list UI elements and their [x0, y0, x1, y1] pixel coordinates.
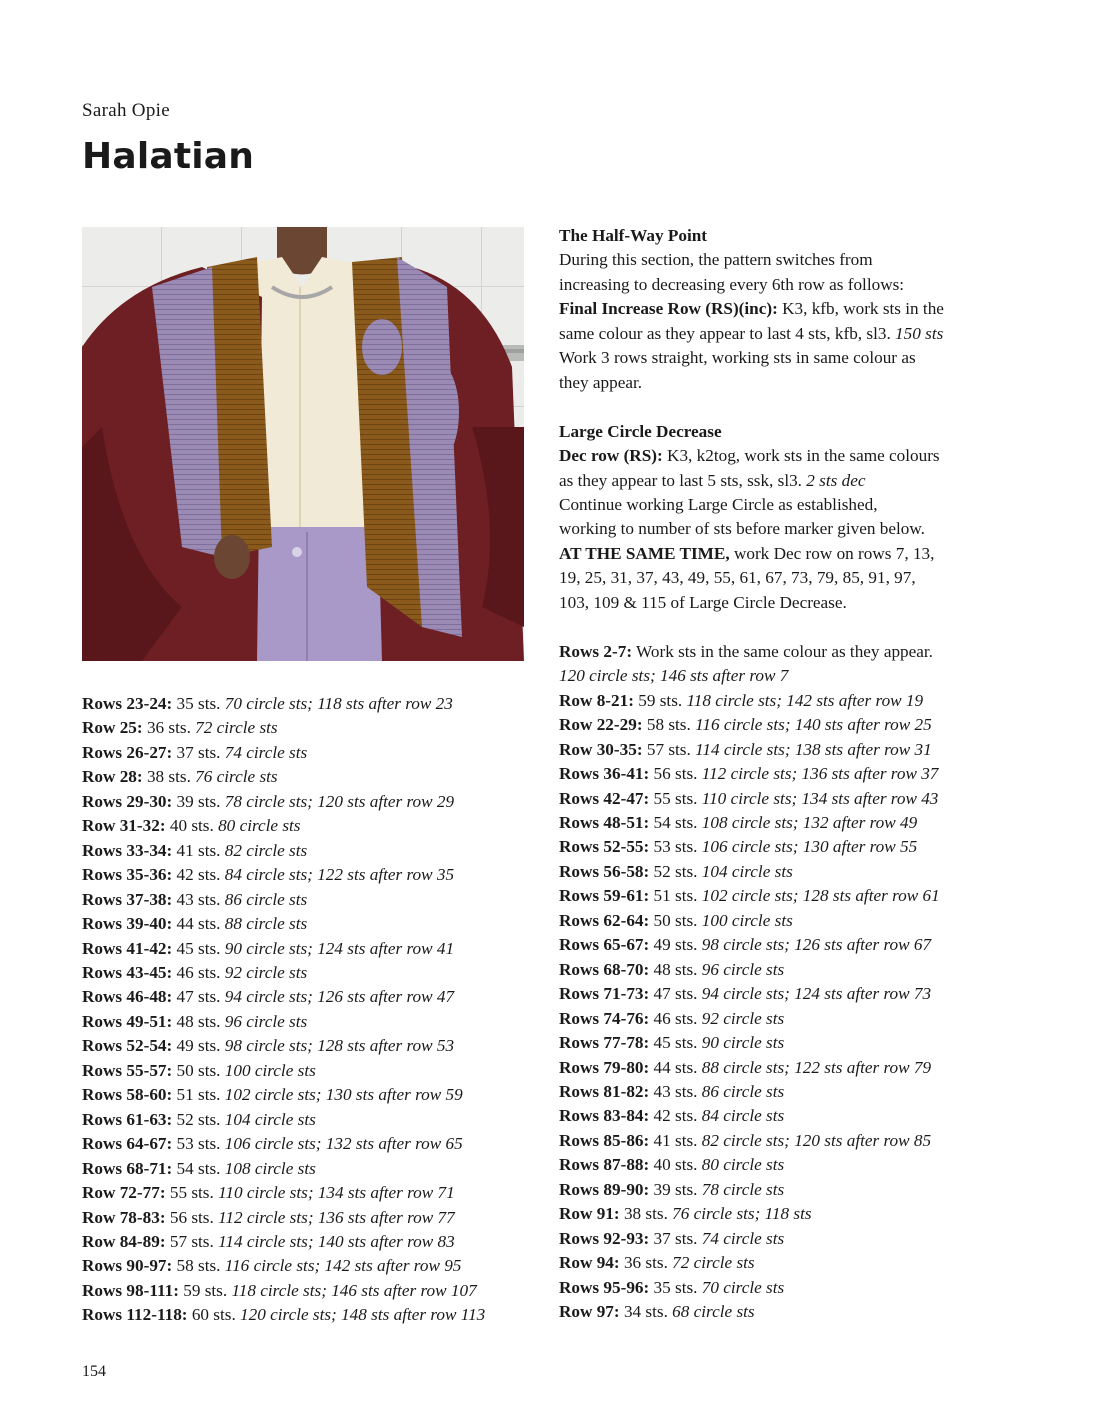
- row-stitch-count: 43 sts.: [649, 1081, 702, 1101]
- row-note: 104 circle sts: [701, 861, 793, 881]
- row-note: 82 circle sts; 120 sts after row 85: [701, 1130, 932, 1150]
- row-stitch-count: 42 sts.: [649, 1106, 702, 1126]
- row-note: 96 circle sts: [224, 1011, 308, 1031]
- row-note: 112 circle sts; 136 sts after row 77: [218, 1207, 455, 1227]
- model-photo: [82, 227, 524, 661]
- row-note: 80 circle sts: [701, 1155, 785, 1175]
- row-instruction: [559, 1129, 1019, 1153]
- row-note: 96 circle sts: [701, 959, 785, 979]
- row-instruction: [82, 912, 542, 936]
- row-note: 68 circle sts: [672, 1302, 755, 1322]
- row-label: Rows 92-93:: [559, 1228, 650, 1248]
- row-instruction: [82, 741, 542, 765]
- row-instruction: [559, 1251, 1019, 1275]
- row-instruction: [82, 790, 542, 814]
- row-instruction: [559, 1178, 1019, 1202]
- row-stitch-count: 51 sts.: [649, 886, 702, 906]
- at-same-time-line: AT THE SAME TIME, work Dec row on rows 7, 13,: [559, 543, 935, 563]
- row-stitch-count: 40 sts.: [649, 1155, 702, 1175]
- row-note: 106 circle sts; 130 after row 55: [701, 837, 918, 857]
- row-label: Rows 68-70:: [559, 959, 650, 979]
- rows-2-7: Rows 2-7: Work sts in the same colour as they appear.: [559, 641, 933, 661]
- row-stitch-count: 60 sts.: [187, 1305, 241, 1325]
- row-stitch-count: 55 sts.: [165, 1183, 219, 1203]
- row-stitch-count: 59 sts.: [633, 690, 687, 710]
- row-instruction: [559, 1031, 1019, 1055]
- row-label: Row 91:: [559, 1204, 620, 1224]
- dec-row: Dec row (RS): K3, k2tog, work sts in the same colours: [559, 446, 940, 466]
- at-same-time-line: 19, 25, 31, 37, 43, 49, 55, 61, 67, 73, 79, 85, 91, 97,: [559, 568, 916, 588]
- row-note: 116 circle sts; 140 sts after row 25: [695, 715, 932, 735]
- row-stitch-count: 59 sts.: [178, 1280, 232, 1300]
- row-stitch-count: 39 sts.: [649, 1179, 702, 1199]
- row-note: 90 circle sts: [701, 1033, 785, 1053]
- row-stitch-count: 39 sts.: [172, 791, 225, 811]
- row-stitch-count: 48 sts.: [649, 959, 702, 979]
- row-stitch-count: 44 sts.: [172, 914, 225, 934]
- row-note: 70 circle sts; 118 sts after row 23: [224, 694, 453, 713]
- row-label: Rows 29-30:: [82, 791, 173, 811]
- row-label: Rows 52-55:: [559, 837, 650, 857]
- row-stitch-count: 37 sts.: [649, 1228, 702, 1248]
- row-note: 78 circle sts; 120 sts after row 29: [224, 791, 455, 811]
- row-label: Rows 48-51:: [559, 812, 650, 832]
- row-label: Rows 64-67:: [82, 1134, 173, 1154]
- row-label: Rows 98-111:: [82, 1280, 179, 1300]
- row-instruction: [82, 937, 542, 961]
- row-note: 94 circle sts; 124 sts after row 73: [701, 984, 932, 1004]
- row-note: 74 circle sts: [224, 742, 308, 762]
- row-instruction: [82, 839, 542, 863]
- right-column: [559, 224, 1019, 1324]
- row-note: 118 circle sts; 146 sts after row 107: [231, 1280, 477, 1300]
- row-instruction: [559, 762, 1019, 786]
- row-note: 114 circle sts; 138 sts after row 31: [695, 739, 932, 759]
- row-instruction: [559, 787, 1019, 811]
- row-instruction: [82, 716, 542, 740]
- row-instruction: [82, 1206, 542, 1230]
- row-instruction: [82, 1132, 542, 1156]
- row-stitch-count: 53 sts.: [172, 1134, 225, 1154]
- row-instruction: [82, 1279, 542, 1303]
- row-label: Rows 49-51:: [82, 1011, 173, 1031]
- row-note: 102 circle sts; 128 sts after row 61: [701, 886, 940, 906]
- row-stitch-count: 36 sts.: [619, 1253, 673, 1273]
- row-note: 110 circle sts; 134 sts after row 71: [218, 1183, 455, 1203]
- row-note: 80 circle sts: [218, 816, 301, 836]
- row-instruction: [559, 933, 1019, 957]
- row-note: 100 circle sts: [701, 910, 793, 930]
- row-note: 104 circle sts: [224, 1109, 316, 1129]
- row-stitch-count: 45 sts.: [172, 938, 225, 958]
- row-note: 88 circle sts; 122 sts after row 79: [701, 1057, 932, 1077]
- row-label: Row 78-83:: [82, 1207, 166, 1227]
- row-stitch-count: 45 sts.: [649, 1033, 702, 1053]
- row-instruction: [559, 738, 1019, 762]
- row-stitch-count: 36 sts.: [142, 718, 196, 738]
- halfway-intro-line: increasing to decreasing every 6th row as follows:: [559, 274, 905, 294]
- row-note: 98 circle sts; 126 sts after row 67: [701, 935, 932, 955]
- row-label: Rows 37-38:: [82, 889, 173, 909]
- continue-line: working to number of sts before marker given below.: [559, 519, 925, 539]
- row-stitch-count: 42 sts.: [172, 865, 225, 885]
- row-instruction: [82, 1230, 542, 1254]
- row-stitch-count: 47 sts.: [649, 984, 702, 1004]
- row-instruction: [82, 1181, 542, 1205]
- row-note: 74 circle sts: [701, 1228, 785, 1248]
- row-instruction: [559, 1104, 1019, 1128]
- row-instruction: [559, 1276, 1019, 1300]
- row-label: Rows 43-45:: [82, 962, 173, 982]
- row-label: Rows 87-88:: [559, 1155, 650, 1175]
- row-label: Row 30-35:: [559, 739, 643, 759]
- row-note: 70 circle sts: [701, 1277, 785, 1297]
- row-note: 108 circle sts: [224, 1158, 316, 1178]
- row-instruction: [82, 1108, 542, 1132]
- row-stitch-count: 34 sts.: [619, 1302, 673, 1322]
- row-label: Rows 62-64:: [559, 910, 650, 930]
- row-stitch-count: 51 sts.: [172, 1085, 225, 1105]
- halfway-intro-line: During this section, the pattern switches from: [559, 250, 873, 270]
- row-note: 108 circle sts; 132 after row 49: [701, 812, 918, 832]
- halfway-heading: The Half-Way Point: [559, 226, 708, 245]
- work-straight-line: Work 3 rows straight, working sts in same colour as: [559, 348, 916, 368]
- row-label: Rows 77-78:: [559, 1033, 650, 1053]
- row-label: Rows 39-40:: [82, 914, 173, 934]
- row-instruction: [559, 713, 1019, 737]
- final-increase-row: Final Increase Row (RS)(inc): K3, kfb, work sts in the: [559, 299, 944, 319]
- row-label: Rows 89-90:: [559, 1179, 650, 1199]
- row-stitch-count: 41 sts.: [172, 840, 225, 860]
- row-instruction: [559, 1300, 1019, 1324]
- row-label: Rows 56-58:: [559, 861, 650, 881]
- row-note: 82 circle sts: [224, 840, 308, 860]
- row-instruction: [82, 1157, 542, 1181]
- row-label: Row 94:: [559, 1253, 620, 1273]
- row-stitch-count: 46 sts.: [172, 962, 225, 982]
- row-note: 78 circle sts: [701, 1179, 785, 1199]
- row-stitch-count: 49 sts.: [649, 935, 702, 955]
- row-note: 84 circle sts; 122 sts after row 35: [224, 865, 455, 885]
- row-instruction: [82, 1034, 542, 1058]
- row-instruction: [559, 958, 1019, 982]
- row-note: 94 circle sts; 126 sts after row 47: [224, 987, 455, 1007]
- row-label: Rows 23-24:: [82, 694, 173, 713]
- row-instruction: [559, 982, 1019, 1006]
- row-instruction: [82, 1059, 542, 1083]
- pattern-title: Halatian: [82, 136, 255, 177]
- row-stitch-count: 58 sts.: [642, 715, 696, 735]
- row-note: 88 circle sts: [224, 914, 308, 934]
- row-instruction: [559, 835, 1019, 859]
- row-note: 118 circle sts; 142 sts after row 19: [686, 690, 924, 710]
- row-label: Rows 61-63:: [82, 1109, 173, 1129]
- row-instruction: [82, 888, 542, 912]
- row-note: 92 circle sts: [701, 1008, 785, 1028]
- row-label: Rows 90-97:: [82, 1256, 173, 1276]
- row-label: Row 97:: [559, 1302, 620, 1322]
- row-note: 86 circle sts: [224, 889, 308, 909]
- row-label: Row 84-89:: [82, 1231, 166, 1251]
- row-stitch-count: 48 sts.: [172, 1011, 225, 1031]
- row-label: Rows 79-80:: [559, 1057, 650, 1077]
- large-circle-heading: Large Circle Decrease: [559, 421, 722, 441]
- row-stitch-count: 49 sts.: [172, 1036, 225, 1056]
- at-same-time-line: 103, 109 & 115 of Large Circle Decrease.: [559, 592, 847, 612]
- right-rows-list: [559, 689, 1019, 1325]
- row-instruction: [82, 863, 542, 887]
- row-stitch-count: 41 sts.: [649, 1130, 702, 1150]
- row-instruction: [559, 1153, 1019, 1177]
- row-label: Rows 81-82:: [559, 1081, 650, 1101]
- row-label: Rows 71-73:: [559, 984, 650, 1004]
- row-label: Rows 55-57:: [82, 1060, 173, 1080]
- row-label: Row 22-29:: [559, 715, 643, 735]
- row-stitch-count: 44 sts.: [649, 1057, 702, 1077]
- row-stitch-count: 56 sts.: [165, 1207, 219, 1227]
- work-straight-line: they appear.: [559, 372, 643, 392]
- row-note: 98 circle sts; 128 sts after row 53: [224, 1036, 455, 1056]
- row-stitch-count: 58 sts.: [172, 1256, 225, 1276]
- row-label: Rows 42-47:: [559, 788, 650, 808]
- row-stitch-count: 40 sts.: [165, 816, 219, 836]
- row-instruction: [559, 1056, 1019, 1080]
- row-note: 90 circle sts; 124 sts after row 41: [224, 938, 455, 958]
- row-note: 100 circle sts: [224, 1060, 316, 1080]
- row-instruction: [559, 1227, 1019, 1251]
- row-note: 110 circle sts; 134 sts after row 43: [701, 788, 939, 808]
- row-label: Row 72-77:: [82, 1183, 166, 1203]
- row-stitch-count: 47 sts.: [172, 987, 225, 1007]
- row-stitch-count: 55 sts.: [649, 788, 702, 808]
- row-label: Rows 26-27:: [82, 742, 173, 762]
- row-label: Rows 33-34:: [82, 840, 173, 860]
- row-instruction: [82, 814, 542, 838]
- row-label: Rows 35-36:: [82, 865, 173, 885]
- row-instruction: [82, 985, 542, 1009]
- row-label: Row 28:: [82, 767, 143, 787]
- row-stitch-count: 50 sts.: [172, 1060, 225, 1080]
- row-note: 114 circle sts; 140 sts after row 83: [218, 1231, 455, 1251]
- row-label: Rows 52-54:: [82, 1036, 173, 1056]
- author-name: Sarah Opie: [82, 100, 170, 121]
- row-label: Rows 65-67:: [559, 935, 650, 955]
- row-stitch-count: 38 sts.: [142, 767, 196, 787]
- row-label: Rows 58-60:: [82, 1085, 173, 1105]
- row-label: Rows 83-84:: [559, 1106, 650, 1126]
- row-instruction: [82, 961, 542, 985]
- row-note: 76 circle sts; 118 sts: [672, 1204, 812, 1224]
- row-instruction: [82, 1083, 542, 1107]
- row-instruction: [559, 689, 1019, 713]
- row-instruction: [82, 1010, 542, 1034]
- row-stitch-count: 53 sts.: [649, 837, 702, 857]
- dec-row-cont: as they appear to last 5 sts, ssk, sl3. 2 sts dec: [559, 470, 866, 490]
- row-label: Rows 68-71:: [82, 1158, 173, 1178]
- row-label: Rows 112-118:: [82, 1305, 188, 1325]
- row-stitch-count: 54 sts.: [172, 1158, 225, 1178]
- rows-2-7-note: 120 circle sts; 146 sts after row 7: [559, 666, 789, 686]
- row-label: Rows 36-41:: [559, 764, 650, 784]
- row-instruction: [559, 860, 1019, 884]
- row-label: Rows 85-86:: [559, 1130, 650, 1150]
- row-stitch-count: 35 sts.: [172, 694, 225, 713]
- row-label: Row 25:: [82, 718, 143, 738]
- row-stitch-count: 35 sts.: [649, 1277, 702, 1297]
- row-stitch-count: 38 sts.: [619, 1204, 673, 1224]
- row-stitch-count: 46 sts.: [649, 1008, 702, 1028]
- row-instruction: [559, 1007, 1019, 1031]
- row-label: Rows 46-48:: [82, 987, 173, 1007]
- row-stitch-count: 52 sts.: [172, 1109, 225, 1129]
- row-stitch-count: 56 sts.: [649, 764, 702, 784]
- row-label: Row 31-32:: [82, 816, 166, 836]
- row-stitch-count: 37 sts.: [172, 742, 225, 762]
- row-label: Rows 95-96:: [559, 1277, 650, 1297]
- row-instruction: [559, 909, 1019, 933]
- row-stitch-count: 57 sts.: [165, 1231, 219, 1251]
- row-note: 112 circle sts; 136 sts after row 37: [701, 764, 939, 784]
- row-stitch-count: 57 sts.: [642, 739, 696, 759]
- row-note: 92 circle sts: [224, 962, 308, 982]
- row-instruction: [559, 884, 1019, 908]
- row-stitch-count: 54 sts.: [649, 812, 702, 832]
- row-instruction: [559, 1080, 1019, 1104]
- row-instruction: [82, 1254, 542, 1278]
- row-instruction: [82, 1303, 542, 1327]
- row-note: 72 circle sts: [195, 718, 278, 738]
- row-instruction: [82, 692, 542, 716]
- row-note: 84 circle sts: [701, 1106, 785, 1126]
- final-increase-row-cont: same colour as they appear to last 4 sts, kfb, sl3. 150 sts: [559, 323, 944, 343]
- row-instruction: [82, 765, 542, 789]
- row-instruction: [559, 811, 1019, 835]
- row-instruction: [559, 1202, 1019, 1226]
- page-number: 154: [82, 1363, 106, 1380]
- continue-line: Continue working Large Circle as established,: [559, 495, 878, 515]
- row-note: 86 circle sts: [701, 1081, 785, 1101]
- row-label: Rows 41-42:: [82, 938, 173, 958]
- row-stitch-count: 43 sts.: [172, 889, 225, 909]
- row-note: 72 circle sts: [672, 1253, 755, 1273]
- row-label: Row 8-21:: [559, 690, 634, 710]
- row-note: 116 circle sts; 142 sts after row 95: [224, 1256, 462, 1276]
- row-note: 120 circle sts; 148 sts after row 113: [240, 1305, 486, 1325]
- row-stitch-count: 52 sts.: [649, 861, 702, 881]
- row-label: Rows 74-76:: [559, 1008, 650, 1028]
- row-note: 102 circle sts; 130 sts after row 59: [224, 1085, 463, 1105]
- row-stitch-count: 50 sts.: [649, 910, 702, 930]
- row-note: 76 circle sts: [195, 767, 278, 787]
- row-label: Rows 59-61:: [559, 886, 650, 906]
- row-note: 106 circle sts; 132 sts after row 65: [224, 1134, 463, 1154]
- left-rows-list: [82, 692, 542, 1328]
